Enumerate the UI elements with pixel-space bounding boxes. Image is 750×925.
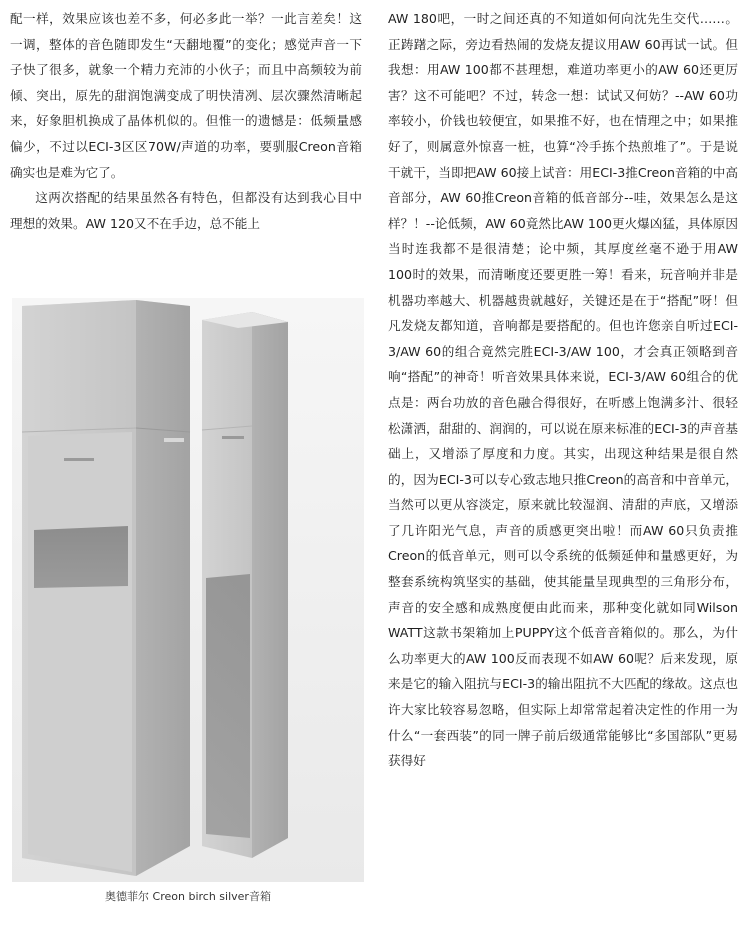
left-text-column	[10, 6, 362, 236]
left-paragraph-1: 配一样，效果应该也差不多，何必多此一举？一此言差矣！这一调，整体的音色随即发生“天翻地覆”的变化；感觉声音一下子快了很多，就象一个精力充沛的小伙子；而且中高频较为前倾、突出，原先的甜润饱满变成了明快清冽、层次骤然清晰起来，好象胆机换成了晶体机似的。但惟一的遗憾是：低频量感偏少，不过以ECI-3区区70W/声道的功率，要驯服Creon音箱确实也是难为它了。	[10, 11, 362, 180]
right-paragraph-1: AW 180吧，一时之间还真的不知道如何向沈先生交代……。正踌躇之际，旁边看热闹的发烧友提议用AW 60再试一试。但我想：用AW 100都不甚理想，难道功率更小的AW 60还更厉害？这不可能吧？不过，转念一想：试试又何妨？--AW 60功率较小，价钱也较便宜，如果推不好，也在情理之中；如果推好了，则属意外惊喜一桩，也算“冷手拣个热煎堆了”。于是说干就干，当即把AW 60接上试音：用ECI-3推Creon音箱的中高音部分，AW 60推Creon音箱的低音部分--哇，效果怎么是这样？！--论低频，AW 60竟然比AW 100更火爆凶猛，具体原因当时连我都不是很清楚；论中频，其厚度丝毫不逊于用AW 100时的效果，而清晰度还要更胜一筹！看来，玩音响并非是机器功率越大、机器越贵就越好，关键还是在于“搭配”呀！但凡发烧友都知道，音响都是要搭配的。但也许您亲自听过ECI-3/AW 60的组合竟然完胜ECI-3/AW 100，才会真正领略到音响“搭配”的神奇！听音效果具体来说，ECI-3/AW 60组合的优点是：两台功放的音色融合得很好，在听感上饱满多汁、很轻松潇洒，甜甜的、润润的，可以说在原来标准的ECI-3的声音基础上，又增添了厚度和力度。其实，出现这种结果是很自然的，因为ECI-3可以专心致志地只推Creon的高音和中音单元，当然可以更从容淡定，原来就比较湿润、清甜的声底，又增添了几许阳光气息，声音的质感更突出啦！而AW 60只负责推Creon的低音单元，则可以令系统的低频延伸和量感更好，为整套系统构筑坚实的基础，使其能量呈现典型的三角形分布，声音的安全感和成熟度便由此而来，那种变化就如同Wilson WATT这款书架箱加上PUPPY这个低音音箱似的。那么，为什么功率更大的AW 100反而表现不如AW 60呢？后来发现，原来是它的输入阻抗与ECI-3的输出阻抗不大匹配的缘故。这点也许大家比较容易忽略，但实际上却常常起着决定性的作用一为什么“一套西装”的同一牌子前后级通常能够比“多国部队”更易获得好	[388, 11, 738, 769]
speaker-left	[22, 300, 190, 876]
left-paragraph-2: 这两次搭配的结果虽然各有特色，但都没有达到我心目中理想的效果。AW 120又不在手边，总不能上	[10, 190, 362, 231]
speaker-photo	[12, 298, 364, 882]
photo-caption: 奥德菲尔 Creon birch silver音箱	[105, 890, 271, 903]
speaker-illustration	[12, 298, 364, 882]
speaker-right	[202, 312, 288, 858]
right-text-column	[388, 6, 738, 774]
